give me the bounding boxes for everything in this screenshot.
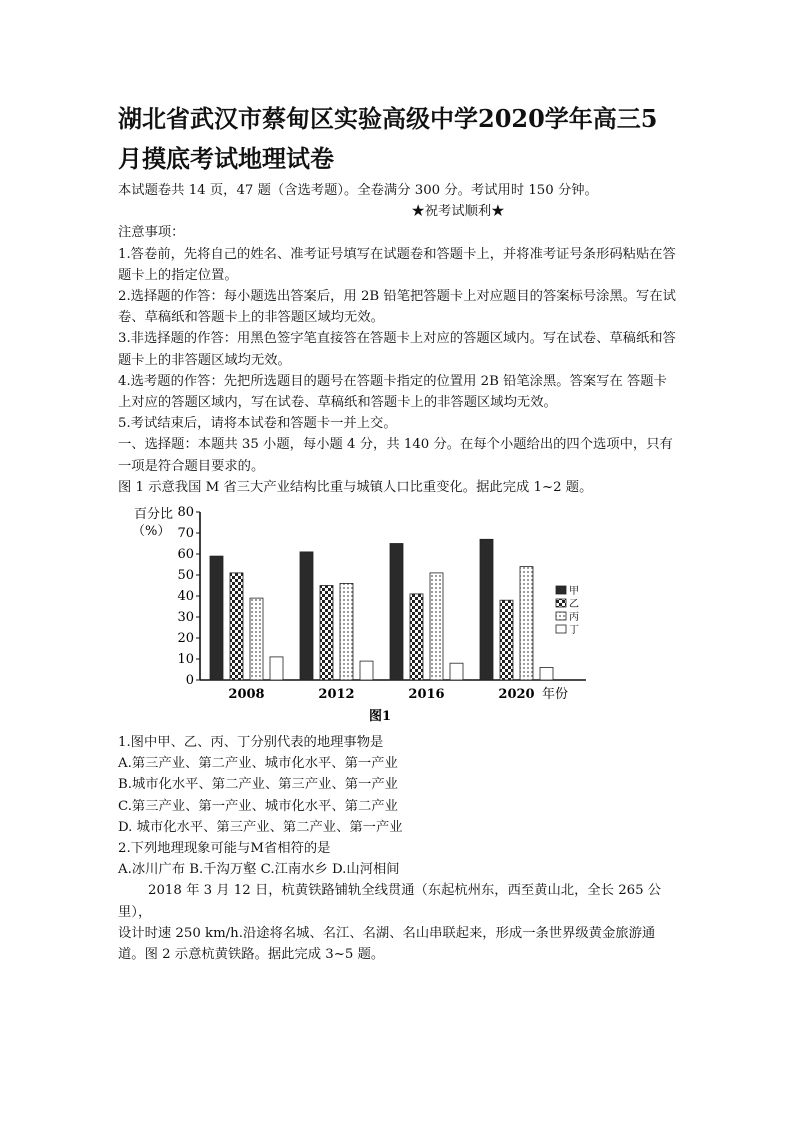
bar-丁-2016 [450, 663, 463, 680]
legend-swatch-乙 [556, 599, 566, 607]
legend-label-乙: 乙 [569, 599, 579, 611]
legend-swatch-丙 [556, 612, 566, 620]
note-3: 3.非选择题的作答：用黑色签字笔直接答在答题卡上对应的答题区域内。写在试卷、草稿纸和答题卡上的非答题区域均无效。 [118, 331, 676, 368]
title-line-1: 湖北省武汉市蔡甸区实验高级中学2020学年高三5 [118, 104, 658, 133]
rail-paragraph-2: 设计时速 250 km/h.沿途将名城、名江、名湖、名山串联起来，形成一条世界级黄金旅游通道。图 2 示意杭黄铁路。据此完成 3~5 题。 [118, 925, 656, 963]
y-tick-label: 40 [177, 589, 194, 605]
legend-swatch-甲 [556, 586, 566, 594]
wish-text: ★祝考试顺利★ [411, 204, 505, 220]
figure-caption: 图1 [368, 709, 392, 725]
x-tick-label: 2020 [498, 687, 535, 703]
y-tick-label: 30 [177, 610, 194, 626]
bar-丁-2008 [270, 657, 283, 680]
y-tick-label: 60 [177, 547, 194, 563]
legend-label-甲: 甲 [569, 586, 579, 598]
q1-option-c: C.第三产业、第一产业、城市化水平、第二产业 [118, 798, 398, 814]
rail-paragraph-1: 2018 年 3 月 12 日，杭黄铁路铺轨全线贯通（东起杭州东，西至黄山北，全长 265 公里）， [118, 883, 662, 920]
bar-丁-2020 [540, 667, 553, 680]
bar-乙-2012 [320, 586, 333, 681]
note-4: 4.选考题的作答：先把所选题目的题号在答题卡指定的位置用 2B 铅笔涂黑。答案写在 答题卡上对应的答题区域内，写在试卷、草稿纸和答题卡上的非答题区域均无效。 [118, 373, 667, 411]
y-tick-label: 20 [177, 631, 194, 647]
bar-乙-2008 [230, 573, 243, 680]
section-heading: 一、选择题：本题共 35 小题，每小题 4 分，共 140 分。在每个小题给出的四个选项中，只有一项是符合题目要求的。 [118, 437, 673, 474]
bar-丙-2016 [430, 573, 443, 680]
bar-丁-2012 [360, 661, 373, 680]
legend-swatch-丁 [556, 625, 566, 633]
bar-丙-2012 [340, 583, 353, 680]
paper-body [118, 180, 678, 965]
q1-option-b: B.城市化水平、第二产业、第三产业、第一产业 [118, 777, 398, 793]
q1-option-d: D. 城市化水平、第三产业、第二产业、第一产业 [118, 819, 403, 835]
question-1: 1.图中甲、乙、丙、丁分别代表的地理事物是 [118, 735, 384, 751]
figure-1 [118, 498, 678, 732]
x-axis-label: 年份 [542, 687, 569, 703]
bar-甲-2016 [390, 544, 403, 681]
legend-label-丙: 丙 [569, 612, 579, 624]
bar-乙-2016 [410, 594, 423, 680]
legend-label-丁: 丁 [569, 625, 579, 637]
q1-option-a: A.第三产业、第二产业、城市化水平、第一产业 [118, 756, 398, 772]
bar-甲-2020 [480, 539, 493, 680]
q2-options: A.冰川广布 B.千沟万壑 C.江南水乡 D.山河相间 [118, 862, 400, 878]
x-tick-label: 2016 [408, 687, 445, 703]
x-tick-label: 2012 [318, 687, 355, 703]
bar-甲-2012 [300, 552, 313, 680]
y-tick-label: 0 [185, 673, 194, 689]
note-2: 2.选择题的作答：每小题选出答案后，用 2B 铅笔把答题卡上对应题目的答案标号涂黑。写在试卷、草稿纸和答题卡上的非答题区域均无效。 [118, 289, 676, 326]
y-axis-unit: （%） [132, 524, 171, 540]
y-tick-label: 10 [177, 652, 194, 668]
notice-heading: 注意事项： [118, 225, 185, 241]
title-line-2: 月摸底考试地理试卷 [118, 144, 334, 173]
intro-text: 本试题卷共 14 页，47 题（含选考题）。全卷满分 300 分。考试用时 150 分钟。 [118, 183, 598, 198]
note-1: 1.答卷前，先将自己的姓名、准考证号填写在试题卷和答题卡上，并将准考证号条形码粘贴在答题卡上的指定位置。 [118, 246, 676, 283]
y-tick-label: 70 [177, 526, 194, 542]
x-tick-label: 2008 [228, 687, 265, 703]
bar-丙-2008 [250, 598, 263, 680]
question-2: 2.下列地理现象可能与M省相符的是 [118, 841, 331, 857]
bar-chart [118, 498, 678, 732]
bar-甲-2008 [210, 556, 223, 680]
bar-丙-2020 [520, 567, 533, 680]
y-tick-label: 80 [177, 505, 194, 521]
note-5: 5.考试结束后，请将本试卷和答题卡一并上交。 [118, 416, 397, 432]
y-axis-label: 百分比 [134, 507, 174, 523]
figure-intro: 图 1 示意我国 M 省三大产业结构比重与城镇人口比重变化。据此完成 1~2 题。 [118, 479, 593, 495]
bar-乙-2020 [500, 600, 513, 680]
y-tick-label: 50 [177, 568, 194, 584]
